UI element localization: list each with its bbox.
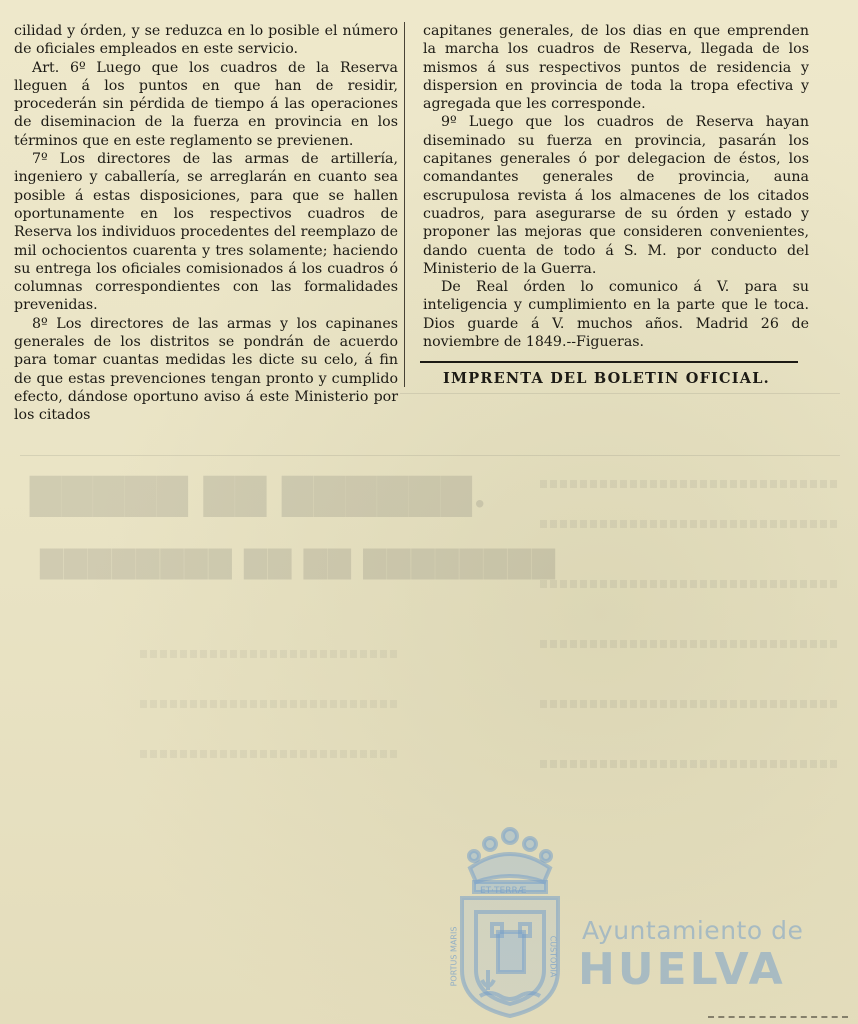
bleed-through-rule [540,520,840,528]
paragraph-article-8: 8º Los directores de las armas y los capinanes generales de los distritos se pondrán de acuerdo para tomar cuantas medidas les dicte su celo, á fin de que estas prevenciones tengan pronto y cumplido efecto, dándose oportuno aviso á este Ministerio por los citados [14,315,398,424]
paragraph-article-9: 9º Luego que los cuadros de Reserva hayan diseminado su fuerza en provincia, pasarán los capitanes generales ó por delegacion de éstos, los comandantes generales de provincia, auna escrupulosa revista á los almacenes de los citados cuadros, para asegurarse de su órden y estado y proponer las mejoras que consideren convenientes, dando cuenta de todo á S. M. por conducto del Ministerio de la Guerra. [423,114,809,277]
bleed-through-rule [540,760,840,768]
bleed-through-heading: ▇▇▇▇▇▇▇▇ ▇▇ ▇▇ ▇▇▇▇▇▇▇▇ [40,545,556,580]
left-text-column [14,22,398,425]
closing-rule [420,361,798,363]
bleed-through-rule [540,640,840,648]
bleed-through-rule [140,750,400,758]
bottom-edge-mark [708,1016,848,1022]
bleed-through-rule [20,455,840,456]
right-text-column [423,22,809,351]
watermark-right-band: CUSTODIA [548,935,558,978]
paragraph-article-6: Art. 6º Luego que los cuadros de la Reserva lleguen á los puntos en que han de residir, procederán sin pérdida de tiempo á las operaciones de diseminacion de la fuerza en provincia en los términos que en este reglamento se previenen. [14,59,398,149]
huelva-watermark [440,820,820,1020]
bleed-through-rule [400,393,840,394]
watermark-left-band: PORTUS MARIS [449,926,459,987]
bleed-through-rule [140,650,400,658]
bleed-through-rule [540,700,840,708]
bleed-through-rule [540,580,840,588]
paragraph-article-7: 7º Los directores de las armas de artillería, ingeniero y caballería, se arreglarán en cuanto sea posible á estas disposiciones, para que se hallen oportunamente en los respectivos cuadros de Reserva los individuos procedentes del reemplazo de mil ochocientos cuarenta y tres solamente; haciendo su entrega los oficiales comisionados á los cuadros ó columnas correspondientes con las formalidades prevenidas. [14,151,398,314]
watermark-line-ayuntamiento: Ayuntamiento de [582,916,804,945]
bleed-through-rule [540,480,840,488]
bleed-through-heading: ▇▇▇▇▇ ▇▇ ▇▇▇▇▇▇. [30,470,488,517]
paragraph: cilidad y órden, y se reduzca en lo posible el número de oficiales empleados en este servicio. [14,23,398,58]
imprint-line: IMPRENTA DEL BOLETIN OFICIAL. [443,370,770,387]
paragraph-closing: De Real órden lo comunico á V. para su inteligencia y cumplimiento en la parte que le toca. Dios guarde á V. muchos años. Madrid 26 de noviembre de 1849.--Figueras. [423,279,809,351]
watermark-line-huelva: HUELVA [578,944,786,995]
watermark-scroll-text: ET·TERRÆ [480,886,527,896]
paragraph: capitanes generales, de los dias en que emprenden la marcha los cuadros de Reserva, llegada de los mismos á sus respectivos puntos de residencia y dispersion en provincia de toda la tropa efectiva y agregada que les corresponde. [423,23,809,113]
coat-of-arms-icon [440,820,580,1020]
bleed-through-rule [140,700,400,708]
column-divider [404,22,405,387]
